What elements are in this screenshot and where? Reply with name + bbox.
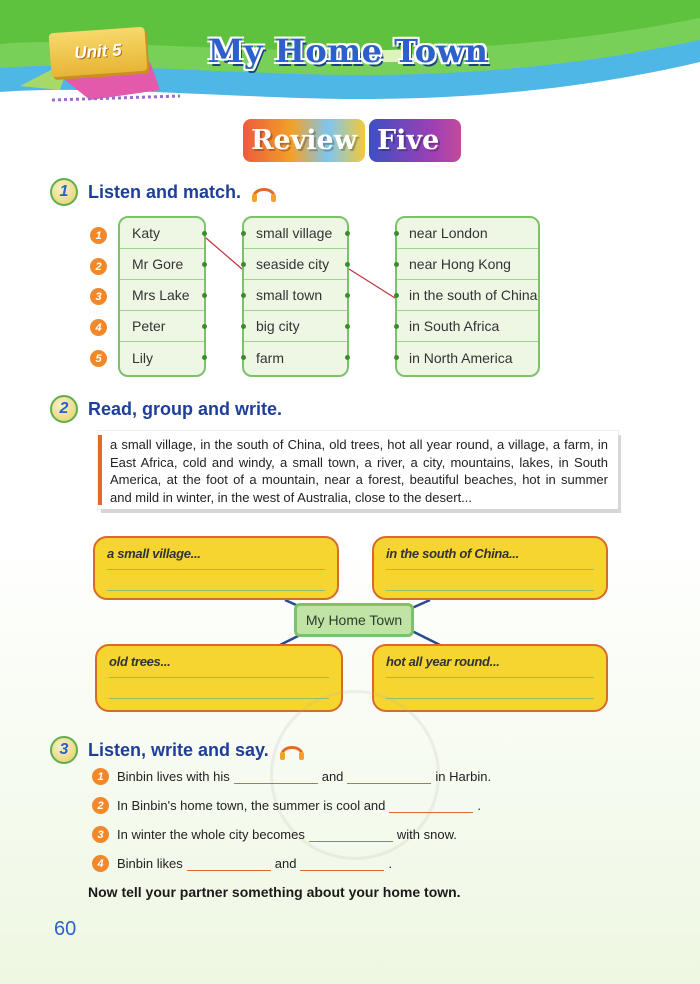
- question-2: 2 In Binbin's home town, the summer is cool and .: [92, 797, 481, 814]
- answer-blank[interactable]: [309, 828, 393, 842]
- locations-column: [395, 216, 540, 377]
- review-five-heading: [243, 112, 461, 168]
- headphones-icon: [279, 739, 305, 761]
- section-1-header: [50, 178, 277, 206]
- write-line[interactable]: [107, 590, 325, 591]
- answer-blank[interactable]: [300, 857, 384, 871]
- write-line[interactable]: [109, 677, 329, 678]
- bullet-2: 2: [90, 258, 107, 275]
- group-box-label: old trees...: [109, 654, 171, 669]
- section-title: Read, group and write.: [88, 398, 283, 419]
- match-line: [349, 269, 395, 298]
- match-item[interactable]: small town: [244, 280, 347, 311]
- section-number: 3: [50, 736, 78, 764]
- match-item[interactable]: in South Africa: [397, 311, 538, 342]
- question-1: 1 Binbin lives with his and in Harbin.: [92, 768, 491, 785]
- closing-instruction: Now tell your partner something about your home town.: [88, 884, 461, 900]
- bullet-number: 4: [92, 855, 109, 872]
- answer-blank[interactable]: [347, 770, 431, 784]
- people-column: [118, 216, 206, 377]
- answer-blank[interactable]: [234, 770, 318, 784]
- group-box-label: in the south of China...: [386, 546, 519, 561]
- answer-blank[interactable]: [389, 799, 473, 813]
- bullet-number: 3: [92, 826, 109, 843]
- question-3: 3 In winter the whole city becomes with snow.: [92, 826, 457, 843]
- write-line[interactable]: [107, 569, 325, 570]
- review-word: Review: [243, 119, 365, 162]
- section-title: Listen, write and say.: [88, 739, 269, 760]
- page-number: 60: [54, 918, 77, 940]
- section-3-header: [50, 736, 305, 764]
- unit-badge: Unit 5: [49, 27, 148, 78]
- bullet-number: 1: [92, 768, 109, 785]
- match-item[interactable]: small village: [244, 218, 347, 249]
- section-title: Listen and match.: [88, 181, 242, 202]
- five-word: Five: [369, 119, 461, 162]
- bullet-3: 3: [90, 288, 107, 305]
- page-title: My Home Town: [208, 32, 489, 70]
- group-box[interactable]: [93, 536, 339, 600]
- match-item[interactable]: in North America: [397, 342, 538, 373]
- question-4: 4 Binbin likes and .: [92, 855, 392, 872]
- group-box[interactable]: [95, 644, 343, 712]
- match-item[interactable]: Lily: [120, 342, 204, 373]
- mind-map-center: My Home Town: [294, 603, 414, 637]
- match-item[interactable]: seaside city: [244, 249, 347, 280]
- section-2-header: [50, 395, 282, 423]
- group-box[interactable]: [372, 536, 608, 600]
- match-item[interactable]: Peter: [120, 311, 204, 342]
- match-item[interactable]: in the south of China: [397, 280, 538, 311]
- match-item[interactable]: Katy: [120, 218, 204, 249]
- bullet-5: 5: [90, 350, 107, 367]
- section-number: 2: [50, 395, 78, 423]
- match-item[interactable]: farm: [244, 342, 347, 373]
- answer-blank[interactable]: [187, 857, 271, 871]
- word-bank-text: a small village, in the south of China, old trees, hot all year round, a village, a farm, in East Africa, cold and windy, a small town, a river, a city, mountains, lakes, in South America, at the foot of a mountain, near a forest, beautiful beaches, hot in summer and mild in winter, in the west of Australia, close to the desert...: [98, 431, 618, 509]
- section-number: 1: [50, 178, 78, 206]
- bullet-number: 2: [92, 797, 109, 814]
- group-box[interactable]: [372, 644, 608, 712]
- group-box-label: a small village...: [107, 546, 201, 561]
- write-line[interactable]: [386, 677, 594, 678]
- match-item[interactable]: Mr Gore: [120, 249, 204, 280]
- places-column: [242, 216, 349, 377]
- match-item[interactable]: Mrs Lake: [120, 280, 204, 311]
- match-item[interactable]: big city: [244, 311, 347, 342]
- bullet-1: 1: [90, 227, 107, 244]
- group-box-label: hot all year round...: [386, 654, 500, 669]
- write-line[interactable]: [109, 698, 329, 699]
- match-item[interactable]: near London: [397, 218, 538, 249]
- match-line: [206, 238, 242, 269]
- bullet-4: 4: [90, 319, 107, 336]
- match-item[interactable]: near Hong Kong: [397, 249, 538, 280]
- write-line[interactable]: [386, 590, 594, 591]
- write-line[interactable]: [386, 569, 594, 570]
- headphones-icon: [251, 181, 277, 203]
- write-line[interactable]: [386, 698, 594, 699]
